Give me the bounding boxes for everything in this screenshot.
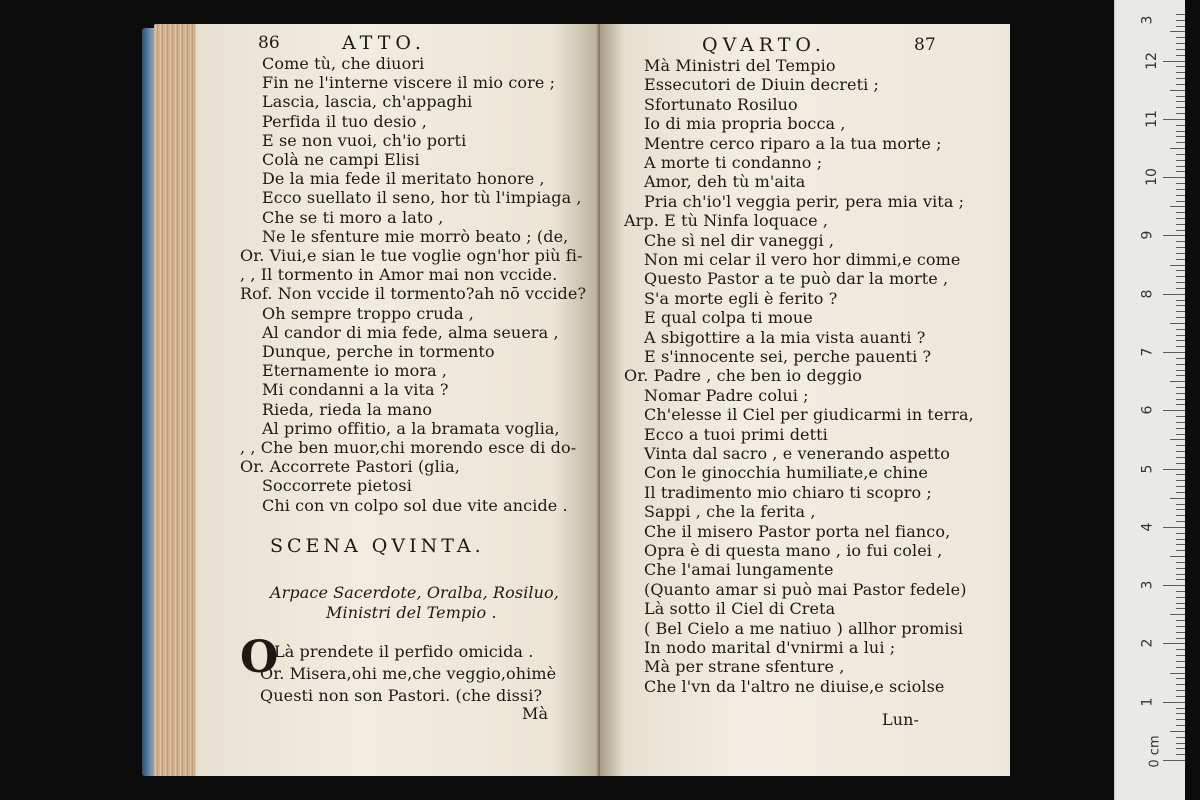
right-verse-line: Nomar Padre colui ; — [644, 385, 809, 405]
ruler-number: 7 — [1139, 347, 1156, 357]
ruler-tick — [1170, 498, 1185, 499]
ruler-tick — [1176, 20, 1185, 21]
ruler-tick — [1176, 544, 1185, 545]
ruler-number: 3 — [1139, 580, 1156, 590]
ruler-number: 11 — [1143, 109, 1160, 128]
ruler-tick — [1176, 684, 1185, 685]
ruler-tick — [1176, 142, 1185, 143]
ruler-tick — [1176, 189, 1185, 190]
ruler-tick — [1170, 90, 1185, 91]
right-verse-line: A sbigottire a la mia vista auanti ? — [644, 327, 926, 347]
left-verse-line: Rieda, rieda la mano — [262, 399, 433, 419]
ruler-tick — [1176, 340, 1185, 341]
ruler-tick — [1176, 521, 1185, 522]
ruler-tick — [1176, 387, 1185, 388]
right-verse-line: Opra è di questa mano , io fui colei , — [644, 541, 943, 560]
left-verse-line: Eternamente io mora , — [262, 361, 448, 381]
right-verse-line: Che l'amai lungamente — [644, 560, 834, 580]
right-verse-line: Vinta dal sacro , e venerando aspetto — [644, 444, 950, 463]
ruler-tick — [1170, 323, 1185, 324]
ruler-tick — [1176, 282, 1185, 283]
ruler-tick — [1176, 748, 1185, 749]
ruler-tick — [1176, 358, 1185, 359]
ruler-tick — [1176, 212, 1185, 213]
right-verse-line: Che sì nel dir vaneggi , — [644, 230, 835, 250]
scene-title: SCENA QVINTA. — [270, 535, 485, 557]
right-verse-line: Che il misero Pastor porta nel fianco, — [644, 521, 951, 541]
ruler-tick — [1176, 370, 1185, 371]
ruler-tick — [1176, 195, 1185, 196]
right-verse-line: In nodo marital d'vnirmi a lui ; — [644, 638, 896, 657]
left-verse-line: Al candor di mia fede, alma seuera , — [262, 322, 559, 342]
ruler-tick — [1176, 393, 1185, 394]
ruler-tick — [1176, 509, 1185, 510]
left-verse-line: Al primo offitio, a la bramata voglia, — [262, 418, 560, 438]
ruler-tick — [1176, 78, 1185, 79]
ruler-tick — [1176, 743, 1185, 744]
ruler-tick — [1176, 591, 1185, 592]
right-verse-line: Sappi , che la ferita , — [644, 502, 816, 522]
right-verse-line: Non mi celar il vero hor dimmi,e come — [644, 250, 961, 269]
ruler-tick — [1176, 574, 1185, 575]
ruler-tick — [1170, 673, 1185, 674]
ruler-tick — [1163, 585, 1185, 586]
ruler-tick — [1176, 661, 1185, 662]
ruler-tick — [1176, 183, 1185, 184]
ruler-tick — [1163, 119, 1185, 120]
left-verse-line: , , Che ben muor,chi morendo esce di do- — [240, 438, 577, 457]
ruler-number: 6 — [1139, 405, 1156, 415]
ruler-tick — [1176, 136, 1185, 137]
ruler-tick — [1176, 713, 1185, 714]
ruler-tick — [1176, 230, 1185, 231]
ruler-number: 4 — [1139, 522, 1156, 532]
ruler-tick — [1176, 434, 1185, 435]
ruler-tick — [1176, 253, 1185, 254]
characters-line-2: Ministri del Tempio . — [326, 603, 497, 622]
page-block-edge — [154, 24, 198, 776]
ruler-tick — [1176, 84, 1185, 85]
ruler-tick — [1176, 270, 1185, 271]
ruler-tick — [1176, 43, 1185, 44]
right-verse-line: Io di mia propria bocca , — [644, 114, 846, 134]
measurement-ruler — [1114, 0, 1185, 800]
ruler-unit-label: 0 cm — [1147, 735, 1163, 768]
ruler-tick — [1176, 597, 1185, 598]
right-verse-line: Ch'elesse il Ciel per giudicarmi in terra, — [644, 405, 974, 425]
ruler-tick — [1176, 492, 1185, 493]
ruler-number: 10 — [1143, 168, 1160, 187]
ruler-tick — [1176, 451, 1185, 452]
right-verse-line: Arp. E tù Ninfa loquace , — [624, 211, 829, 231]
ruler-tick — [1176, 678, 1185, 679]
ruler-tick — [1176, 288, 1185, 289]
right-verse-line: Mà Ministri del Tempio — [644, 56, 836, 75]
right-verse-line: Che l'vn da l'altro ne diuise,e sciolse — [644, 676, 945, 696]
ruler-tick — [1176, 276, 1185, 277]
ruler-tick — [1176, 346, 1185, 347]
ruler-tick — [1176, 603, 1185, 604]
ruler-number: 12 — [1143, 51, 1160, 70]
ruler-tick — [1176, 480, 1185, 481]
right-verse-line: Amor, deh tù m'aita — [644, 172, 806, 192]
left-verse-line: Dunque, perche in tormento — [262, 342, 495, 361]
right-verse-line: E s'innocente sei, perche pauenti ? — [644, 347, 932, 366]
ruler-tick — [1163, 410, 1185, 411]
left-verse-line: Perfida il tuo desio , — [262, 111, 427, 131]
ruler-tick — [1170, 439, 1185, 440]
ruler-tick — [1176, 224, 1185, 225]
right-verse-line: Essecutori de Diuin decreti ; — [644, 75, 880, 95]
ruler-tick — [1170, 381, 1185, 382]
ruler-tick — [1176, 579, 1185, 580]
ruler-tick — [1163, 235, 1185, 236]
ruler-tick — [1163, 61, 1185, 62]
ruler-tick — [1176, 247, 1185, 248]
right-verse-line: ( Bel Cielo a me natiuo ) allhor promisi — [644, 618, 964, 638]
ruler-tick — [1176, 690, 1185, 691]
ruler-tick — [1176, 474, 1185, 475]
ruler-tick — [1176, 55, 1185, 56]
ruler-tick — [1176, 428, 1185, 429]
left-verse-line: Or. Accorrete Pastori (glia, — [240, 457, 460, 477]
ruler-tick — [1176, 550, 1185, 551]
ruler-tick — [1176, 719, 1185, 720]
ruler-tick — [1176, 533, 1185, 534]
ruler-tick — [1176, 101, 1185, 102]
ruler-tick — [1176, 568, 1185, 569]
ruler-tick — [1170, 614, 1185, 615]
ruler-tick — [1176, 241, 1185, 242]
ruler-tick — [1176, 649, 1185, 650]
ruler-tick — [1176, 504, 1185, 505]
ruler-tick — [1170, 265, 1185, 266]
ruler-tick — [1176, 37, 1185, 38]
ruler-number: 8 — [1139, 289, 1156, 299]
right-verse-line: Questo Pastor a te può dar la morte , — [644, 269, 949, 289]
left-running-header: ATTO. — [342, 32, 426, 54]
left-verse-line: Fin ne l'interne viscere il mio core ; — [262, 73, 556, 93]
drop-cap: O — [240, 632, 279, 683]
ruler-tick — [1170, 31, 1185, 32]
ruler-tick — [1163, 643, 1185, 644]
right-page — [600, 24, 1010, 776]
ruler-tick — [1170, 148, 1185, 149]
left-verse-line: Or. Viui,e sian le tue voglie ogn'hor più fi- — [240, 246, 583, 265]
left-verse-line: Ne le sfenture mie morrò beato ; (de, — [262, 226, 569, 246]
ruler-tick — [1176, 620, 1185, 621]
ruler-tick — [1176, 416, 1185, 417]
ruler-tick — [1176, 166, 1185, 167]
left-verse-line: , , Il tormento in Amor mai non vccide. — [240, 265, 558, 285]
ruler-tick — [1163, 702, 1185, 703]
right-verse-line: Ecco a tuoi primi detti — [644, 424, 828, 444]
left-catchword: Mà — [522, 704, 549, 723]
left-verse-line: Soccorrete pietosi — [262, 476, 412, 496]
left-verse-line: Lascia, lascia, ch'appaghi — [262, 92, 473, 112]
ruler-tick — [1176, 300, 1185, 301]
ruler-tick — [1176, 311, 1185, 312]
left-verse-line: De la mia fede il meritato honore , — [262, 169, 545, 189]
left-after-line: Là prendete il perfido omicida . — [274, 642, 534, 661]
ruler-tick — [1176, 539, 1185, 540]
right-verse-line: Mà per strane sfenture , — [644, 657, 845, 677]
ruler-tick — [1176, 638, 1185, 639]
ruler-tick — [1176, 154, 1185, 155]
characters-line-1: Arpace Sacerdote, Oralba, Rosiluo, — [270, 583, 559, 602]
left-page — [196, 24, 602, 776]
right-page-number: 87 — [914, 35, 936, 55]
right-verse-line: Mentre cerco riparo a la tua morte ; — [644, 133, 942, 153]
left-page-number: 86 — [258, 33, 280, 53]
ruler-tick — [1176, 335, 1185, 336]
ruler-tick — [1176, 515, 1185, 516]
ruler-tick — [1176, 49, 1185, 50]
right-running-header: QVARTO. — [702, 34, 826, 56]
ruler-number: 5 — [1139, 464, 1156, 474]
left-verse-line: Colà ne campi Elisi — [262, 150, 420, 169]
ruler-tick — [1176, 457, 1185, 458]
ruler-tick — [1176, 171, 1185, 172]
ruler-tick — [1176, 725, 1185, 726]
ruler-tick — [1176, 667, 1185, 668]
ruler-tick — [1170, 206, 1185, 207]
left-verse-line: Rof. Non vccide il tormento?ah nō vccide? — [240, 284, 587, 304]
ruler-tick — [1176, 107, 1185, 108]
ruler-tick — [1176, 26, 1185, 27]
ruler-tick — [1176, 632, 1185, 633]
right-verse-line: Con le ginocchia humiliate,e chine — [644, 463, 928, 483]
ruler-tick — [1176, 364, 1185, 365]
right-verse-line: Or. Padre , che ben io deggio — [624, 366, 862, 386]
ruler-tick — [1163, 352, 1185, 353]
ruler-tick — [1176, 329, 1185, 330]
ruler-tick — [1163, 527, 1185, 528]
left-verse-line: Come tù, che diuori — [262, 54, 425, 73]
ruler-tick — [1176, 218, 1185, 219]
right-verse-line: Sfortunato Rosiluo — [644, 94, 798, 114]
ruler-tick — [1176, 317, 1185, 318]
ruler-number: 9 — [1139, 231, 1156, 240]
ruler-tick — [1176, 655, 1185, 656]
ruler-tick — [1176, 404, 1185, 405]
ruler-tick — [1176, 201, 1185, 202]
ruler-tick — [1176, 66, 1185, 67]
right-catchword: Lun- — [882, 710, 920, 729]
left-verse-line: Ecco suellato il seno, hor tù l'impiaga , — [262, 188, 582, 208]
ruler-tick — [1163, 177, 1185, 178]
ruler-tick — [1176, 463, 1185, 464]
ruler-tick — [1176, 305, 1185, 306]
right-verse-line: A morte ti condanno ; — [644, 153, 823, 172]
left-after-line: Questi non son Pastori. (che dissi? — [260, 686, 543, 705]
ruler-tick — [1176, 445, 1185, 446]
ruler-number: 3 — [1139, 15, 1156, 25]
ruler-tick — [1170, 731, 1185, 732]
ruler-tick — [1176, 608, 1185, 609]
ruler-number: 2 — [1139, 638, 1156, 648]
ruler-tick — [1176, 737, 1185, 738]
right-verse-line: S'a morte egli è ferito ? — [644, 288, 838, 308]
ruler-tick — [1176, 72, 1185, 73]
left-verse-line: Mi condanni a la vita ? — [262, 380, 449, 400]
left-verse-line: Oh sempre troppo cruda , — [262, 303, 474, 323]
ruler-tick — [1176, 754, 1185, 755]
left-after-line: Or. Misera,ohi me,che veggio,ohimè — [260, 664, 557, 683]
right-verse-line: Pria ch'io'l veggia perir, pera mia vita ; — [644, 191, 965, 211]
ruler-tick — [1176, 486, 1185, 487]
ruler-tick — [1176, 696, 1185, 697]
ruler-tick — [1163, 760, 1185, 761]
left-verse-line: Chi con vn colpo sol due vite ancide . — [262, 495, 568, 515]
ruler-tick — [1163, 294, 1185, 295]
ruler-number: 1 — [1139, 697, 1156, 707]
ruler-tick — [1176, 259, 1185, 260]
ruler-tick — [1176, 113, 1185, 114]
ruler-tick — [1176, 375, 1185, 376]
ruler-tick — [1176, 422, 1185, 423]
ruler-tick — [1163, 469, 1185, 470]
left-verse-line: Che se ti moro a lato , — [262, 207, 444, 227]
ruler-tick — [1176, 399, 1185, 400]
right-verse-line: (Quanto amar si può mai Pastor fedele) — [644, 579, 967, 599]
ruler-tick — [1176, 562, 1185, 563]
right-verse-line: E qual colpa ti moue — [644, 308, 813, 328]
ruler-tick — [1176, 131, 1185, 132]
ruler-tick — [1176, 708, 1185, 709]
left-verse-line: E se non vuoi, ch'io porti — [262, 130, 467, 150]
ruler-tick — [1176, 160, 1185, 161]
ruler-tick — [1176, 125, 1185, 126]
ruler-tick — [1170, 556, 1185, 557]
right-verse-line: Il tradimento mio chiaro ti scopro ; — [644, 482, 932, 502]
ruler-tick — [1176, 626, 1185, 627]
right-verse-line: Là sotto il Ciel di Creta — [644, 599, 836, 619]
ruler-tick — [1176, 14, 1185, 15]
ruler-tick — [1176, 96, 1185, 97]
